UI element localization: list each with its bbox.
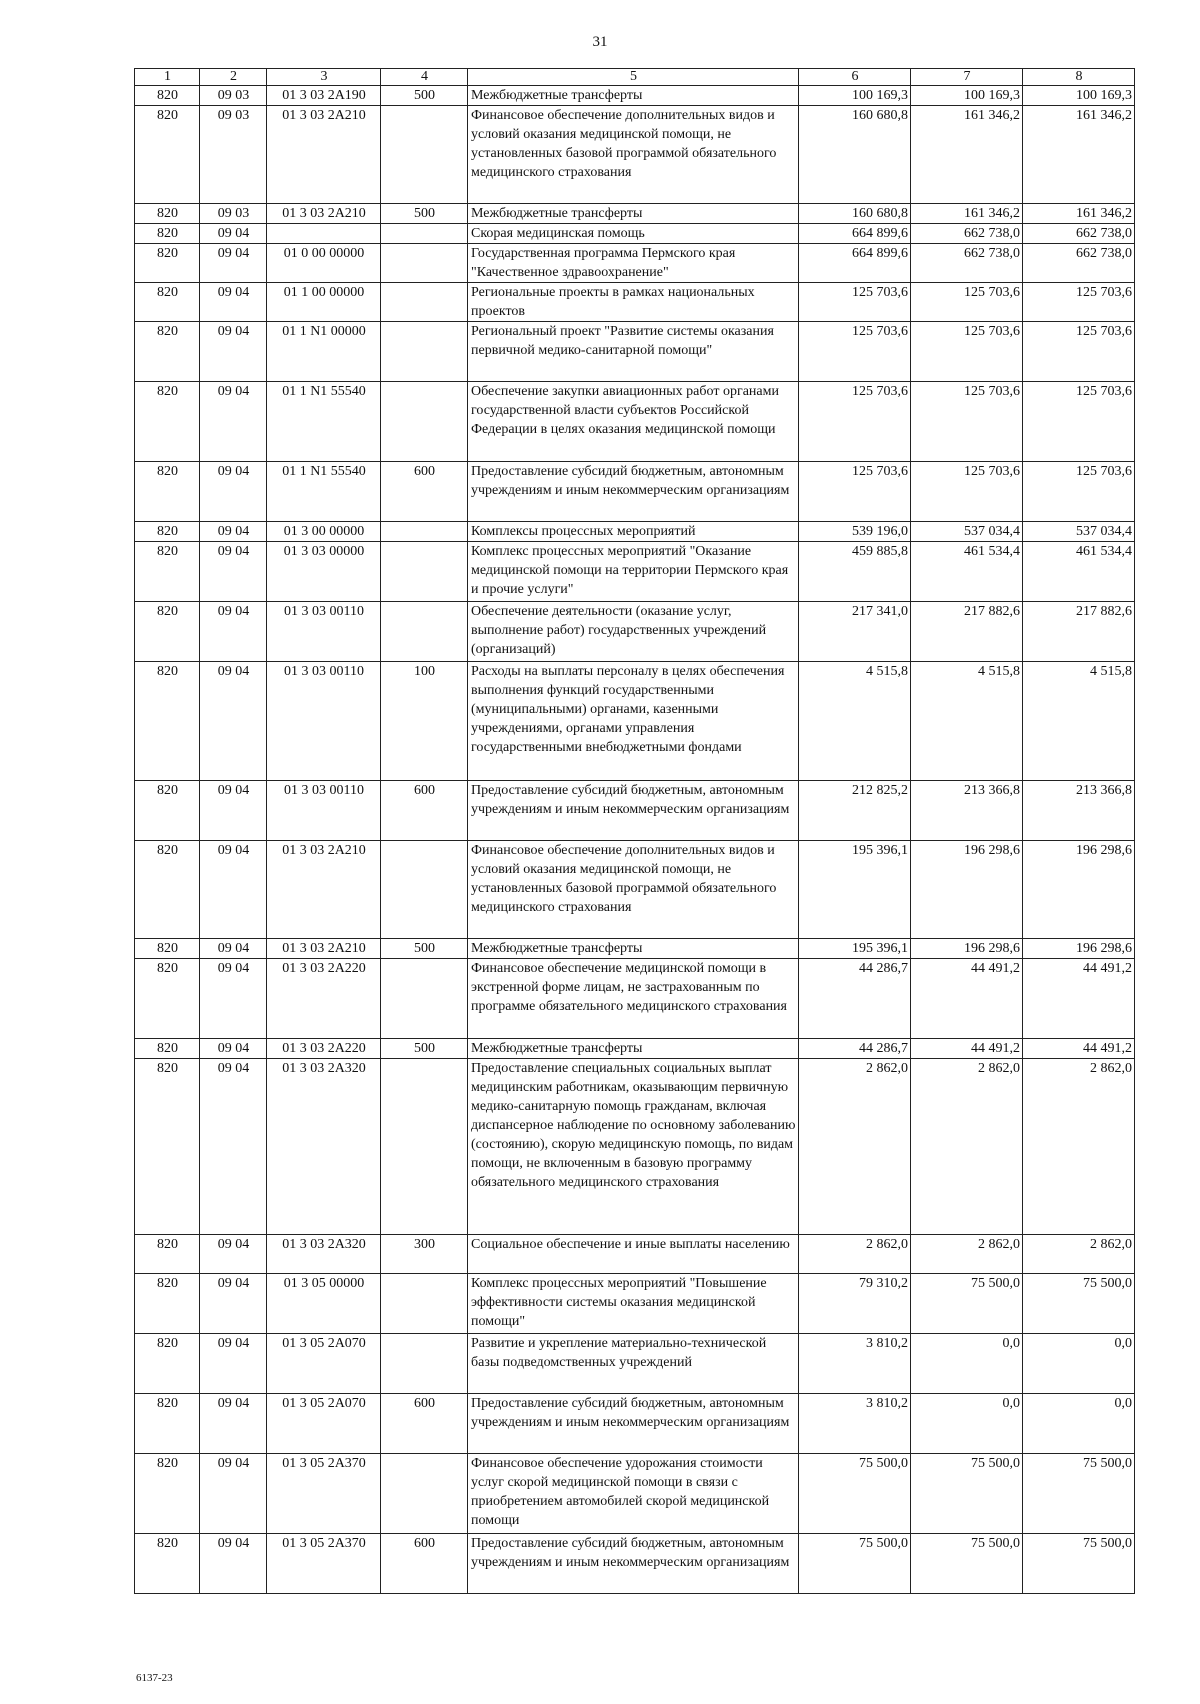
admin-code-cell: 820 [135,602,200,662]
amount-year3-cell: 75 500,0 [1023,1454,1135,1534]
amount-year3-cell: 125 703,6 [1023,462,1135,522]
section-code-cell: 09 04 [200,841,267,939]
admin-code-cell: 820 [135,322,200,382]
table-row [135,1274,1135,1334]
table-row [135,283,1135,322]
section-code-cell: 09 04 [200,1039,267,1059]
section-code-cell: 09 04 [200,542,267,602]
header-col-5: 5 [468,69,799,86]
table-row [135,939,1135,959]
expense-type-cell: 600 [381,462,468,522]
amount-year2-cell: 461 534,4 [911,542,1023,602]
amount-year3-cell: 4 515,8 [1023,662,1135,781]
amount-year1-cell: 459 885,8 [799,542,911,602]
description-cell: Государственная программа Пермского края "Качественное здравоохранение" [468,244,799,283]
expense-type-cell: 100 [381,662,468,781]
expense-type-cell: 300 [381,1235,468,1274]
amount-year2-cell: 125 703,6 [911,382,1023,462]
admin-code-cell: 820 [135,283,200,322]
section-code-cell: 09 04 [200,244,267,283]
amount-year2-cell: 75 500,0 [911,1454,1023,1534]
section-code-cell: 09 04 [200,322,267,382]
admin-code-cell: 820 [135,382,200,462]
expense-type-cell: 500 [381,1039,468,1059]
expense-type-cell: 600 [381,1534,468,1594]
amount-year3-cell: 213 366,8 [1023,781,1135,841]
section-code-cell: 09 04 [200,781,267,841]
admin-code-cell: 820 [135,1059,200,1235]
amount-year3-cell: 0,0 [1023,1334,1135,1394]
admin-code-cell: 820 [135,939,200,959]
amount-year1-cell: 212 825,2 [799,781,911,841]
table-row [135,1334,1135,1394]
amount-year3-cell: 161 346,2 [1023,106,1135,204]
description-cell: Комплекс процессных мероприятий "Повышение эффективности системы оказания медицинской помощи" [468,1274,799,1334]
admin-code-cell: 820 [135,204,200,224]
amount-year1-cell: 44 286,7 [799,1039,911,1059]
target-article-cell: 01 3 03 00000 [267,542,381,602]
target-article-cell: 01 3 05 2A070 [267,1334,381,1394]
header-col-2: 2 [200,69,267,86]
expense-type-cell [381,106,468,204]
admin-code-cell: 820 [135,1334,200,1394]
section-code-cell: 09 04 [200,1274,267,1334]
amount-year3-cell: 196 298,6 [1023,939,1135,959]
section-code-cell: 09 04 [200,1334,267,1394]
target-article-cell: 01 3 03 2A320 [267,1235,381,1274]
section-code-cell: 09 04 [200,462,267,522]
admin-code-cell: 820 [135,462,200,522]
expense-type-cell: 500 [381,86,468,106]
admin-code-cell: 820 [135,1235,200,1274]
table-body [135,86,1135,1594]
admin-code-cell: 820 [135,1454,200,1534]
amount-year2-cell: 0,0 [911,1394,1023,1454]
amount-year1-cell: 160 680,8 [799,204,911,224]
section-code-cell: 09 04 [200,522,267,542]
expense-type-cell [381,841,468,939]
target-article-cell: 01 3 03 00110 [267,602,381,662]
target-article-cell: 01 3 03 2A220 [267,959,381,1039]
expense-type-cell: 600 [381,1394,468,1454]
section-code-cell: 09 04 [200,939,267,959]
table-row [135,1235,1135,1274]
table-row [135,542,1135,602]
amount-year1-cell: 2 862,0 [799,1059,911,1235]
header-col-8: 8 [1023,69,1135,86]
expense-type-cell [381,1454,468,1534]
amount-year3-cell: 100 169,3 [1023,86,1135,106]
description-cell: Межбюджетные трансферты [468,939,799,959]
target-article-cell: 01 3 03 2A210 [267,204,381,224]
section-code-cell: 09 04 [200,1534,267,1594]
amount-year3-cell: 662 738,0 [1023,224,1135,244]
header-col-1: 1 [135,69,200,86]
amount-year1-cell: 125 703,6 [799,283,911,322]
amount-year2-cell: 196 298,6 [911,939,1023,959]
expense-type-cell [381,382,468,462]
table-row [135,1534,1135,1594]
amount-year1-cell: 125 703,6 [799,462,911,522]
header-row [135,69,1135,86]
amount-year3-cell: 125 703,6 [1023,283,1135,322]
section-code-cell: 09 04 [200,602,267,662]
table-row [135,1454,1135,1534]
description-cell: Предоставление субсидий бюджетным, автономным учреждениям и иным некоммерческим организациям [468,462,799,522]
description-cell: Скорая медицинская помощь [468,224,799,244]
admin-code-cell: 820 [135,106,200,204]
amount-year3-cell: 161 346,2 [1023,204,1135,224]
section-code-cell: 09 04 [200,1235,267,1274]
table-row [135,382,1135,462]
target-article-cell: 01 3 05 2A370 [267,1454,381,1534]
expense-type-cell [381,959,468,1039]
table-row [135,244,1135,283]
amount-year2-cell: 100 169,3 [911,86,1023,106]
description-cell: Обеспечение закупки авиационных работ органами государственной власти субъектов Российской Федерации в целях оказания медицинской помощи [468,382,799,462]
amount-year2-cell: 196 298,6 [911,841,1023,939]
amount-year2-cell: 161 346,2 [911,106,1023,204]
section-code-cell: 09 04 [200,382,267,462]
header-col-3: 3 [267,69,381,86]
admin-code-cell: 820 [135,841,200,939]
amount-year1-cell: 75 500,0 [799,1534,911,1594]
expense-type-cell [381,542,468,602]
header-col-6: 6 [799,69,911,86]
expense-type-cell [381,522,468,542]
target-article-cell: 01 1 00 00000 [267,283,381,322]
admin-code-cell: 820 [135,781,200,841]
target-article-cell: 01 3 00 00000 [267,522,381,542]
target-article-cell: 01 0 00 00000 [267,244,381,283]
header-col-4: 4 [381,69,468,86]
amount-year3-cell: 537 034,4 [1023,522,1135,542]
amount-year1-cell: 160 680,8 [799,106,911,204]
description-cell: Региональные проекты в рамках национальных проектов [468,283,799,322]
amount-year3-cell: 2 862,0 [1023,1059,1135,1235]
target-article-cell: 01 3 03 2A210 [267,939,381,959]
admin-code-cell: 820 [135,959,200,1039]
description-cell: Социальное обеспечение и иные выплаты населению [468,1235,799,1274]
footer-code: 6137-23 [136,1672,173,1684]
description-cell: Финансовое обеспечение медицинской помощи в экстренной форме лицам, не застрахованным по программе обязательного медицинского страхования [468,959,799,1039]
amount-year3-cell: 662 738,0 [1023,244,1135,283]
amount-year1-cell: 79 310,2 [799,1274,911,1334]
amount-year1-cell: 195 396,1 [799,841,911,939]
table-row [135,86,1135,106]
amount-year1-cell: 44 286,7 [799,959,911,1039]
table-row [135,662,1135,781]
target-article-cell [267,224,381,244]
target-article-cell: 01 3 05 2A370 [267,1534,381,1594]
table-row [135,1394,1135,1454]
section-code-cell: 09 04 [200,1454,267,1534]
section-code-cell: 09 04 [200,959,267,1039]
target-article-cell: 01 3 03 2A190 [267,86,381,106]
table-row [135,522,1135,542]
table-row [135,602,1135,662]
amount-year1-cell: 100 169,3 [799,86,911,106]
table-row [135,106,1135,204]
table-row [135,959,1135,1039]
target-article-cell: 01 3 03 2A210 [267,106,381,204]
description-cell: Расходы на выплаты персоналу в целях обеспечения выполнения функций государственными (муниципальными) органами, казенными учреждениями, органами управления государственными внебюджетными фондами [468,662,799,781]
description-cell: Региональный проект "Развитие системы оказания первичной медико-санитарной помощи" [468,322,799,382]
amount-year1-cell: 2 862,0 [799,1235,911,1274]
amount-year2-cell: 161 346,2 [911,204,1023,224]
expense-type-cell [381,224,468,244]
expense-type-cell: 500 [381,939,468,959]
amount-year3-cell: 125 703,6 [1023,382,1135,462]
amount-year3-cell: 217 882,6 [1023,602,1135,662]
amount-year1-cell: 125 703,6 [799,322,911,382]
expense-type-cell: 500 [381,204,468,224]
description-cell: Обеспечение деятельности (оказание услуг, выполнение работ) государственных учреждений (организаций) [468,602,799,662]
description-cell: Комплекс процессных мероприятий "Оказание медицинской помощи на территории Пермского края и прочие услуги" [468,542,799,602]
description-cell: Предоставление специальных социальных выплат медицинским работникам, оказывающим первичную медико-санитарную помощь гражданам, включая диспансерное наблюдение по основному заболеванию (состоянию), скорую медицинскую помощь, по видам помощи, не включенным в базовую программу обязательного медицинского страхования [468,1059,799,1235]
target-article-cell: 01 3 05 2A070 [267,1394,381,1454]
amount-year3-cell: 196 298,6 [1023,841,1135,939]
description-cell: Межбюджетные трансферты [468,86,799,106]
target-article-cell: 01 3 03 2A320 [267,1059,381,1235]
amount-year2-cell: 662 738,0 [911,244,1023,283]
amount-year1-cell: 125 703,6 [799,382,911,462]
table-row [135,322,1135,382]
amount-year1-cell: 3 810,2 [799,1334,911,1394]
section-code-cell: 09 03 [200,86,267,106]
target-article-cell: 01 1 N1 55540 [267,462,381,522]
table-row [135,1039,1135,1059]
table-row [135,1059,1135,1235]
admin-code-cell: 820 [135,224,200,244]
amount-year3-cell: 75 500,0 [1023,1274,1135,1334]
section-code-cell: 09 03 [200,204,267,224]
amount-year2-cell: 4 515,8 [911,662,1023,781]
amount-year2-cell: 75 500,0 [911,1274,1023,1334]
amount-year2-cell: 44 491,2 [911,959,1023,1039]
description-cell: Развитие и укрепление материально-технической базы подведомственных учреждений [468,1334,799,1394]
table-row [135,204,1135,224]
header-col-7: 7 [911,69,1023,86]
amount-year2-cell: 125 703,6 [911,322,1023,382]
table-row [135,841,1135,939]
amount-year1-cell: 3 810,2 [799,1394,911,1454]
expense-type-cell [381,283,468,322]
target-article-cell: 01 1 N1 55540 [267,382,381,462]
admin-code-cell: 820 [135,542,200,602]
amount-year2-cell: 2 862,0 [911,1059,1023,1235]
target-article-cell: 01 3 03 00110 [267,662,381,781]
section-code-cell: 09 03 [200,106,267,204]
admin-code-cell: 820 [135,1394,200,1454]
admin-code-cell: 820 [135,1274,200,1334]
expense-type-cell [381,244,468,283]
amount-year3-cell: 2 862,0 [1023,1235,1135,1274]
amount-year1-cell: 664 899,6 [799,244,911,283]
description-cell: Межбюджетные трансферты [468,1039,799,1059]
expense-type-cell [381,1059,468,1235]
amount-year1-cell: 75 500,0 [799,1454,911,1534]
description-cell: Финансовое обеспечение удорожания стоимости услуг скорой медицинской помощи в связи с приобретением автомобилей скорой медицинской помощи [468,1454,799,1534]
amount-year2-cell: 537 034,4 [911,522,1023,542]
admin-code-cell: 820 [135,662,200,781]
amount-year2-cell: 213 366,8 [911,781,1023,841]
amount-year2-cell: 75 500,0 [911,1534,1023,1594]
amount-year2-cell: 662 738,0 [911,224,1023,244]
amount-year2-cell: 125 703,6 [911,462,1023,522]
amount-year3-cell: 75 500,0 [1023,1534,1135,1594]
admin-code-cell: 820 [135,522,200,542]
description-cell: Финансовое обеспечение дополнительных видов и условий оказания медицинской помощи, не установленных базовой программой обязательного медицинского страхования [468,841,799,939]
amount-year2-cell: 2 862,0 [911,1235,1023,1274]
section-code-cell: 09 04 [200,1394,267,1454]
amount-year1-cell: 664 899,6 [799,224,911,244]
amount-year2-cell: 125 703,6 [911,283,1023,322]
admin-code-cell: 820 [135,1039,200,1059]
description-cell: Предоставление субсидий бюджетным, автономным учреждениям и иным некоммерческим организациям [468,1534,799,1594]
expense-type-cell: 600 [381,781,468,841]
admin-code-cell: 820 [135,244,200,283]
amount-year3-cell: 0,0 [1023,1394,1135,1454]
section-code-cell: 09 04 [200,662,267,781]
description-cell: Финансовое обеспечение дополнительных видов и условий оказания медицинской помощи, не установленных базовой программой обязательного медицинского страхования [468,106,799,204]
target-article-cell: 01 3 03 2A220 [267,1039,381,1059]
target-article-cell: 01 1 N1 00000 [267,322,381,382]
amount-year3-cell: 44 491,2 [1023,1039,1135,1059]
expense-type-cell [381,1334,468,1394]
expense-type-cell [381,1274,468,1334]
amount-year3-cell: 125 703,6 [1023,322,1135,382]
section-code-cell: 09 04 [200,224,267,244]
amount-year2-cell: 44 491,2 [911,1039,1023,1059]
table-row [135,781,1135,841]
admin-code-cell: 820 [135,1534,200,1594]
target-article-cell: 01 3 03 00110 [267,781,381,841]
budget-table [134,68,1135,1594]
target-article-cell: 01 3 03 2A210 [267,841,381,939]
table-row [135,224,1135,244]
expense-type-cell [381,602,468,662]
admin-code-cell: 820 [135,86,200,106]
description-cell: Комплексы процессных мероприятий [468,522,799,542]
page-number: 31 [592,34,608,50]
amount-year3-cell: 44 491,2 [1023,959,1135,1039]
expense-type-cell [381,322,468,382]
section-code-cell: 09 04 [200,283,267,322]
amount-year1-cell: 195 396,1 [799,939,911,959]
amount-year3-cell: 461 534,4 [1023,542,1135,602]
amount-year2-cell: 217 882,6 [911,602,1023,662]
description-cell: Предоставление субсидий бюджетным, автономным учреждениям и иным некоммерческим организациям [468,1394,799,1454]
description-cell: Предоставление субсидий бюджетным, автономным учреждениям и иным некоммерческим организациям [468,781,799,841]
amount-year1-cell: 217 341,0 [799,602,911,662]
description-cell: Межбюджетные трансферты [468,204,799,224]
amount-year1-cell: 4 515,8 [799,662,911,781]
section-code-cell: 09 04 [200,1059,267,1235]
target-article-cell: 01 3 05 00000 [267,1274,381,1334]
amount-year2-cell: 0,0 [911,1334,1023,1394]
amount-year1-cell: 539 196,0 [799,522,911,542]
table-row [135,462,1135,522]
